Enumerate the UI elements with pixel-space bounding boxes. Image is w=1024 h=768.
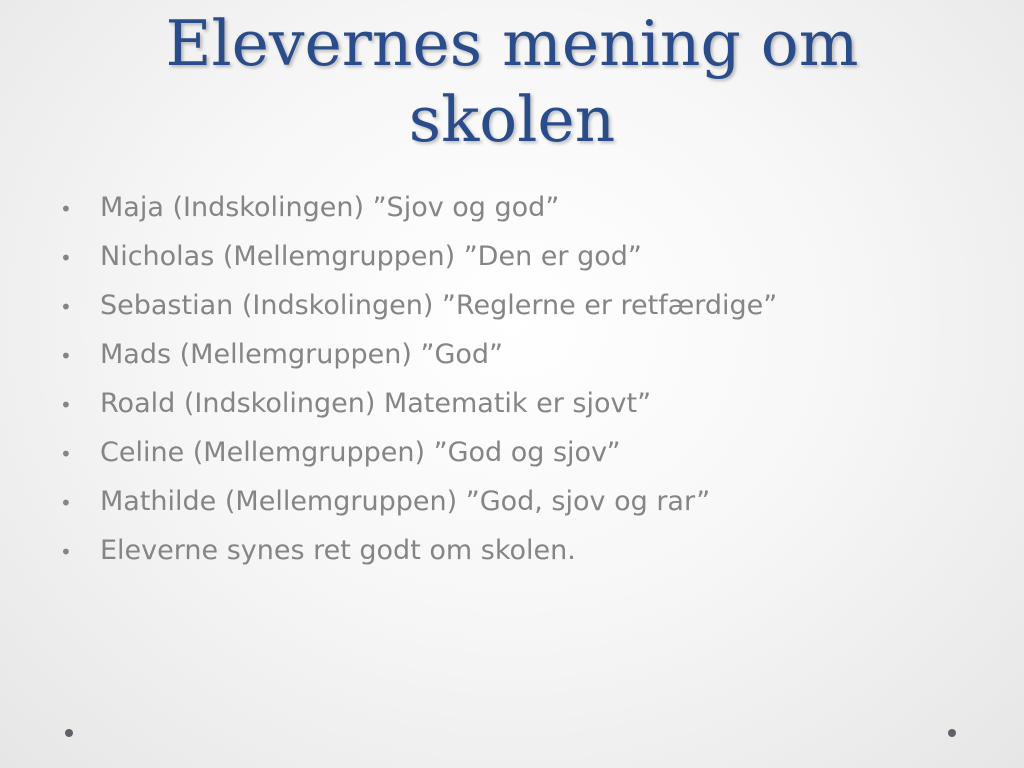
- corner-dot-left-icon: [65, 729, 73, 737]
- bullet-text: Mathilde (Mellemgruppen) ”God, sjov og rar”: [100, 486, 711, 517]
- bullet-item: [60, 232, 960, 281]
- bullet-icon: •: [60, 442, 72, 466]
- title-line-2: skolen: [408, 83, 616, 156]
- bullet-icon: •: [60, 491, 72, 515]
- bullet-item: [60, 183, 960, 232]
- bullet-icon: •: [60, 197, 72, 221]
- bullet-list: [60, 183, 960, 575]
- bullet-icon: •: [60, 344, 72, 368]
- bullet-item: [60, 526, 960, 575]
- bullet-icon: •: [60, 540, 72, 564]
- title-line-1: Elevernes mening om: [165, 7, 859, 80]
- bullet-text: Maja (Indskolingen) ”Sjov og god”: [100, 192, 560, 223]
- bullet-text: Nicholas (Mellemgruppen) ”Den er god”: [100, 241, 642, 272]
- corner-dot-right-icon: [948, 729, 956, 737]
- bullet-text: Roald (Indskolingen) Matematik er sjovt”: [100, 388, 652, 419]
- bullet-text: Mads (Mellemgruppen) ”God”: [100, 339, 504, 370]
- bullet-icon: •: [60, 295, 72, 319]
- bullet-item: [60, 428, 960, 477]
- bullet-icon: •: [60, 393, 72, 417]
- bullet-icon: •: [60, 246, 72, 270]
- bullet-item: [60, 330, 960, 379]
- bullet-text: Celine (Mellemgruppen) ”God og sjov”: [100, 437, 621, 468]
- bullet-text: Sebastian (Indskolingen) ”Reglerne er retfærdige”: [100, 290, 778, 321]
- bullet-item: [60, 379, 960, 428]
- slide-title: [60, 6, 964, 158]
- bullet-item: [60, 477, 960, 526]
- bullet-text: Eleverne synes ret godt om skolen.: [100, 535, 576, 566]
- bullet-item: [60, 281, 960, 330]
